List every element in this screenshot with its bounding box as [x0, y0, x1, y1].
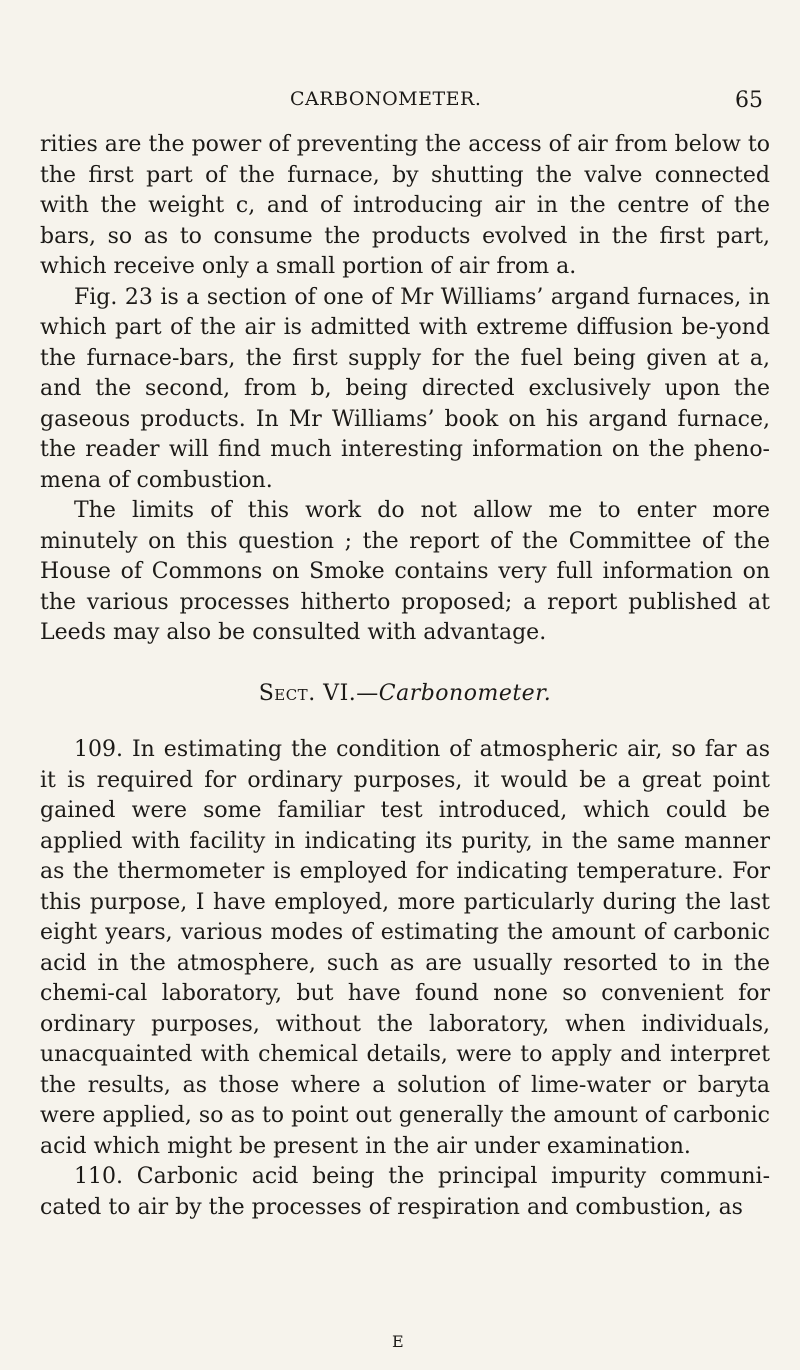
section-label: Sect. VI.: [258, 680, 357, 706]
section-heading: [40, 679, 770, 710]
running-head: [40, 88, 775, 116]
paragraph-109: 109. In estimating the condition of atmospheric air, so far as it is required for ordinary purposes, it would be a great point gained were some familiar test introduced, which could be applied with facility in indicating its purity, in the same manner as the thermometer is employed for indicating temperature. For this purpose, I have employed, more particularly during the last eight years, various modes of estimating the amount of carbonic acid in the atmosphere, such as are usually resorted to in the chemi-cal laboratory, but have found none so convenient for ordinary purposes, without the laboratory, when individuals, unacquainted with chemical details, were to apply and interpret the results, as those where a solution of lime-water or baryta were applied, so as to point out generally the amount of carbonic acid which might be present in the air under examination.: [40, 737, 770, 1159]
body-text: [40, 130, 770, 1223]
running-title: CARBONOMETER.: [290, 88, 482, 110]
page-number: 65: [735, 88, 763, 113]
section-title: Carbonometer.: [378, 680, 552, 706]
paragraph-fig-23: Fig. 23 is a section of one of Mr Williams’ argand furnaces, in which part of the air is admitted with extreme diffusion be-yond the furnace-bars, the first supply for the fuel being given at a, and the second, from b, being directed exclusively upon the gaseous products. In Mr Williams’ book on his argand furnace, the reader will find much interesting information on the pheno-mena of combustion.: [40, 284, 770, 493]
section-dash: —: [356, 680, 379, 706]
signature-mark: E: [392, 1332, 404, 1351]
paragraph-continuation: rities are the power of preventing the access of air from below to the first part of the furnace, by shutting the valve connected with the weight c, and of introducing air in the centre of the bars, so as to consume the products evolved in the first part, which receive only a small portion of air from a.: [40, 132, 770, 279]
paragraph-limits: The limits of this work do not allow me to enter more minutely on this question ; the report of the Committee of the House of Commons on Smoke contains very full information on the various processes hitherto proposed; a report published at Leeds may also be consulted with advantage.: [40, 498, 770, 645]
paragraph-110: 110. Carbonic acid being the principal impurity communi-cated to air by the processes of respiration and combustion, as: [40, 1164, 770, 1220]
